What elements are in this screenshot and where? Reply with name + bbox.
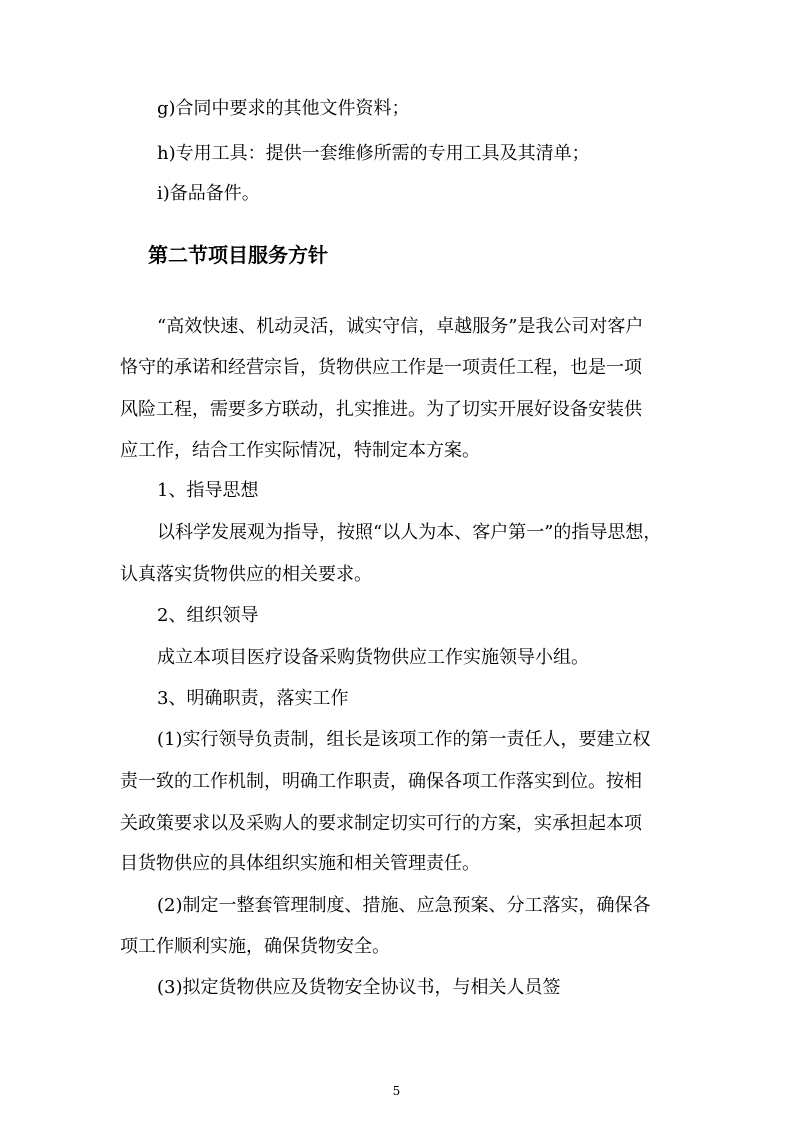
item-1-line-4: 目货物供应的具体组织实施和相关管理责任。: [120, 853, 480, 874]
subsection-1-line-1: 以科学发展观为指导，按照“以人为本、客户第一”的指导思想，: [157, 522, 662, 543]
subsection-2-body: 成立本项目医疗设备采购货物供应工作实施领导小组。: [157, 647, 589, 668]
item-2-line-1: (2)制定一整套管理制度、措施、应急预案、分工落实，确保各: [157, 895, 651, 916]
list-item-g: g)合同中要求的其他文件资料；: [157, 98, 410, 119]
subsection-2-title: 2、组织领导: [157, 605, 259, 626]
subsection-1-title: 1、指导思想: [157, 480, 259, 501]
item-1-line-2: 责一致的工作机制，明确工作职责，确保各项工作落实到位。按相: [120, 771, 642, 792]
item-1-line-3: 关政策要求以及采购人的要求制定切实可行的方案，实承担起本项: [120, 813, 642, 834]
subsection-1-line-2: 认真落实货物供应的相关要求。: [120, 564, 372, 585]
intro-line-1: “高效快速、机动灵活，诚实守信，卓越服务”是我公司对客户: [157, 316, 644, 337]
intro-line-2: 恪守的承诺和经营宗旨，货物供应工作是一项责任工程，也是一项: [120, 357, 642, 378]
list-item-i: i)备品备件。: [157, 183, 260, 204]
subsection-3-title: 3、明确职责，落实工作: [157, 688, 349, 709]
section-heading: 第二节项目服务方针: [148, 243, 328, 267]
intro-line-3: 风险工程，需要多方联动，扎实推进。为了切实开展好设备安装供: [120, 399, 642, 420]
page-number: 5: [392, 1084, 401, 1098]
list-item-h: h)专用工具：提供一套维修所需的专用工具及其清单；: [157, 143, 590, 164]
intro-line-4: 应工作，结合工作实际情况，特制定本方案。: [120, 440, 480, 461]
item-3-line-1: (3)拟定货物供应及货物安全协议书，与相关人员签: [157, 977, 561, 998]
item-1-line-1: (1)实行领导负责制，组长是该项工作的第一责任人，要建立权: [157, 729, 651, 750]
item-2-line-2: 项工作顺利实施，确保货物安全。: [120, 936, 390, 957]
